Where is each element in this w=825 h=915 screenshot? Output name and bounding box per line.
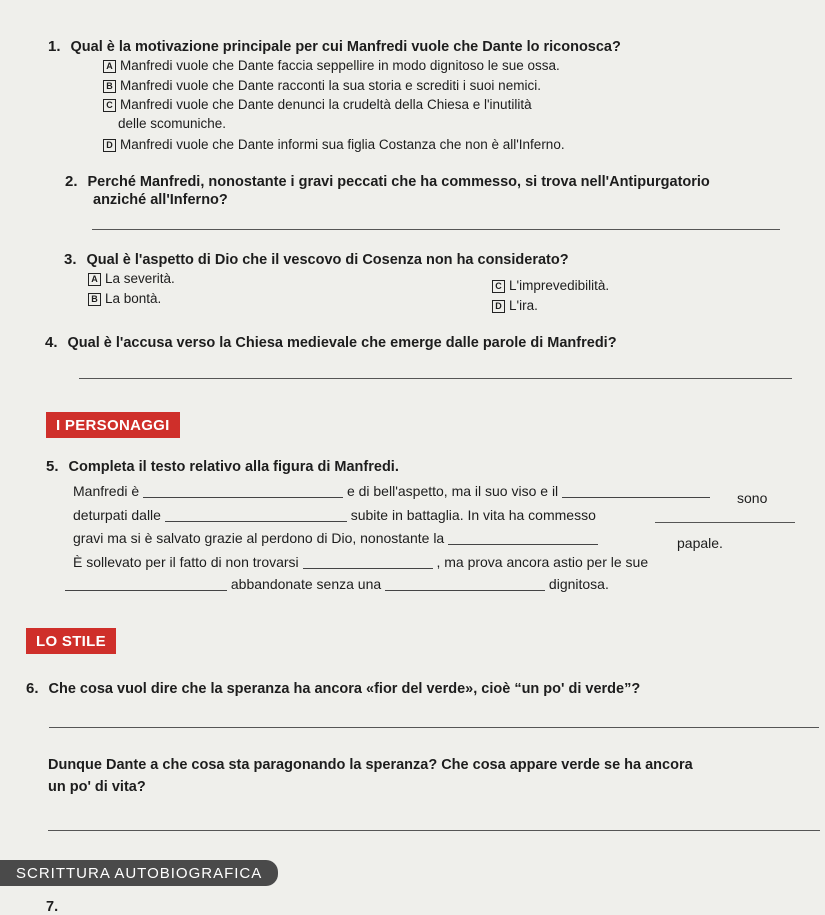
fill-text-line-5 xyxy=(65,576,609,592)
question-5 xyxy=(46,458,399,475)
fill-text-4a: È sollevato per il fatto di non trovarsi xyxy=(73,554,299,570)
q3-option-d-text: L'ira. xyxy=(509,298,538,313)
q1-option-a-letter: A xyxy=(103,60,116,73)
q3-option-c-letter: C xyxy=(492,280,505,293)
question-6-followup: Dunque Dante a che cosa sta paragonando la speranza? Che cosa appare verde se ha ancora xyxy=(48,757,693,773)
q1-option-c-text: Manfredi vuole che Dante denunci la crudeltà della Chiesa e l'inutilità xyxy=(120,97,532,112)
q1-option-b-letter: B xyxy=(103,80,116,93)
q3-option-b-text: La bontà. xyxy=(105,291,162,306)
question-4-text: Qual è l'accusa verso la Chiesa medievale che emerge dalle parole di Manfredi? xyxy=(67,335,617,351)
answer-line-q6[interactable] xyxy=(49,727,819,728)
fill-text-line-2 xyxy=(73,507,596,523)
fill-blank-6[interactable] xyxy=(303,556,433,569)
q1-option-d-text: Manfredi vuole che Dante informi sua figlia Costanza che non è all'Inferno. xyxy=(120,137,565,152)
fill-blank-3[interactable] xyxy=(165,509,347,522)
q1-option-a[interactable] xyxy=(103,58,560,73)
fill-text-2b: subite in battaglia. In vita ha commesso xyxy=(350,507,596,523)
fill-blank-1[interactable] xyxy=(143,485,343,498)
answer-line-q2[interactable] xyxy=(92,229,780,230)
q3-option-d-letter: D xyxy=(492,300,505,313)
answer-line-q4[interactable] xyxy=(79,378,792,379)
fill-blank-8[interactable] xyxy=(385,578,545,591)
fill-text-1c: sono xyxy=(737,490,768,506)
q3-option-a[interactable] xyxy=(88,271,175,286)
fill-blank-5[interactable] xyxy=(448,532,598,545)
question-2 xyxy=(65,173,710,190)
fill-text-line-3 xyxy=(73,530,598,546)
q3-option-b[interactable] xyxy=(88,291,161,306)
question-4 xyxy=(45,334,617,351)
section-header-scrittura: SCRITTURA AUTOBIOGRAFICA xyxy=(0,860,278,886)
fill-text-line-4 xyxy=(73,554,648,570)
question-6 xyxy=(26,680,640,697)
question-3-text: Qual è l'aspetto di Dio che il vescovo di Cosenza non ha considerato? xyxy=(86,252,569,268)
q1-option-d[interactable] xyxy=(103,137,565,152)
q1-option-a-text: Manfredi vuole che Dante faccia seppellire in modo dignitoso le sue ossa. xyxy=(120,58,560,73)
fill-blank-2[interactable] xyxy=(562,485,710,498)
fill-text-2a: deturpati dalle xyxy=(73,507,161,523)
question-4-number: 4. xyxy=(45,334,58,351)
fill-text-4b: , ma prova ancora astio per le sue xyxy=(436,554,649,570)
q3-option-a-text: La severità. xyxy=(105,271,175,286)
section-header-stile: LO STILE xyxy=(26,628,116,654)
q1-option-b[interactable] xyxy=(103,78,541,93)
answer-line-q6-followup[interactable] xyxy=(48,830,820,831)
q3-option-c[interactable] xyxy=(492,278,609,293)
section-header-personaggi: I PERSONAGGI xyxy=(46,412,180,438)
q1-option-c[interactable] xyxy=(103,97,532,112)
question-1-text: Qual è la motivazione principale per cui Manfredi vuole che Dante lo riconosca? xyxy=(70,39,621,55)
question-2-text: Perché Manfredi, nonostante i gravi peccati che ha commesso, si trova nell'Antipurgatorio xyxy=(87,174,710,190)
question-6-number: 6. xyxy=(26,680,39,697)
question-2-number: 2. xyxy=(65,173,78,190)
q1-option-c-continuation: delle scomuniche. xyxy=(118,116,227,131)
fill-text-3a: gravi ma si è salvato grazie al perdono di Dio, nonostante la xyxy=(73,530,445,546)
question-5-number: 5. xyxy=(46,458,59,475)
question-3 xyxy=(64,251,569,268)
fill-text-5a: abbandonate senza una xyxy=(230,576,382,592)
question-1-number: 1. xyxy=(48,38,61,55)
question-6-followup-continuation: un po' di vita? xyxy=(48,779,146,795)
fill-text-line-1 xyxy=(73,483,710,499)
fill-text-5b: dignitosa. xyxy=(548,576,609,592)
q1-option-c-letter: C xyxy=(103,99,116,112)
q3-option-b-letter: B xyxy=(88,293,101,306)
question-1 xyxy=(48,38,621,55)
q3-option-a-letter: A xyxy=(88,273,101,286)
q3-option-d[interactable] xyxy=(492,298,538,313)
fill-blank-4[interactable] xyxy=(655,522,795,523)
question-7-number: 7. xyxy=(46,899,59,915)
fill-text-1a: Manfredi è xyxy=(73,483,140,499)
q3-option-c-text: L'imprevedibilità. xyxy=(509,278,610,293)
q1-option-b-text: Manfredi vuole che Dante racconti la sua storia e screditi i suoi nemici. xyxy=(120,78,541,93)
fill-text-3b: papale. xyxy=(677,535,723,551)
question-3-number: 3. xyxy=(64,251,77,268)
question-2-continuation: anziché all'Inferno? xyxy=(93,192,228,208)
fill-text-1b: e di bell'aspetto, ma il suo viso e il xyxy=(346,483,559,499)
q1-option-d-letter: D xyxy=(103,139,116,152)
question-5-text: Completa il testo relativo alla figura di Manfredi. xyxy=(68,459,399,475)
fill-blank-7[interactable] xyxy=(65,578,227,591)
question-6-text: Che cosa vuol dire che la speranza ha ancora «fior del verde», cioè “un po' di verde”? xyxy=(48,681,641,697)
